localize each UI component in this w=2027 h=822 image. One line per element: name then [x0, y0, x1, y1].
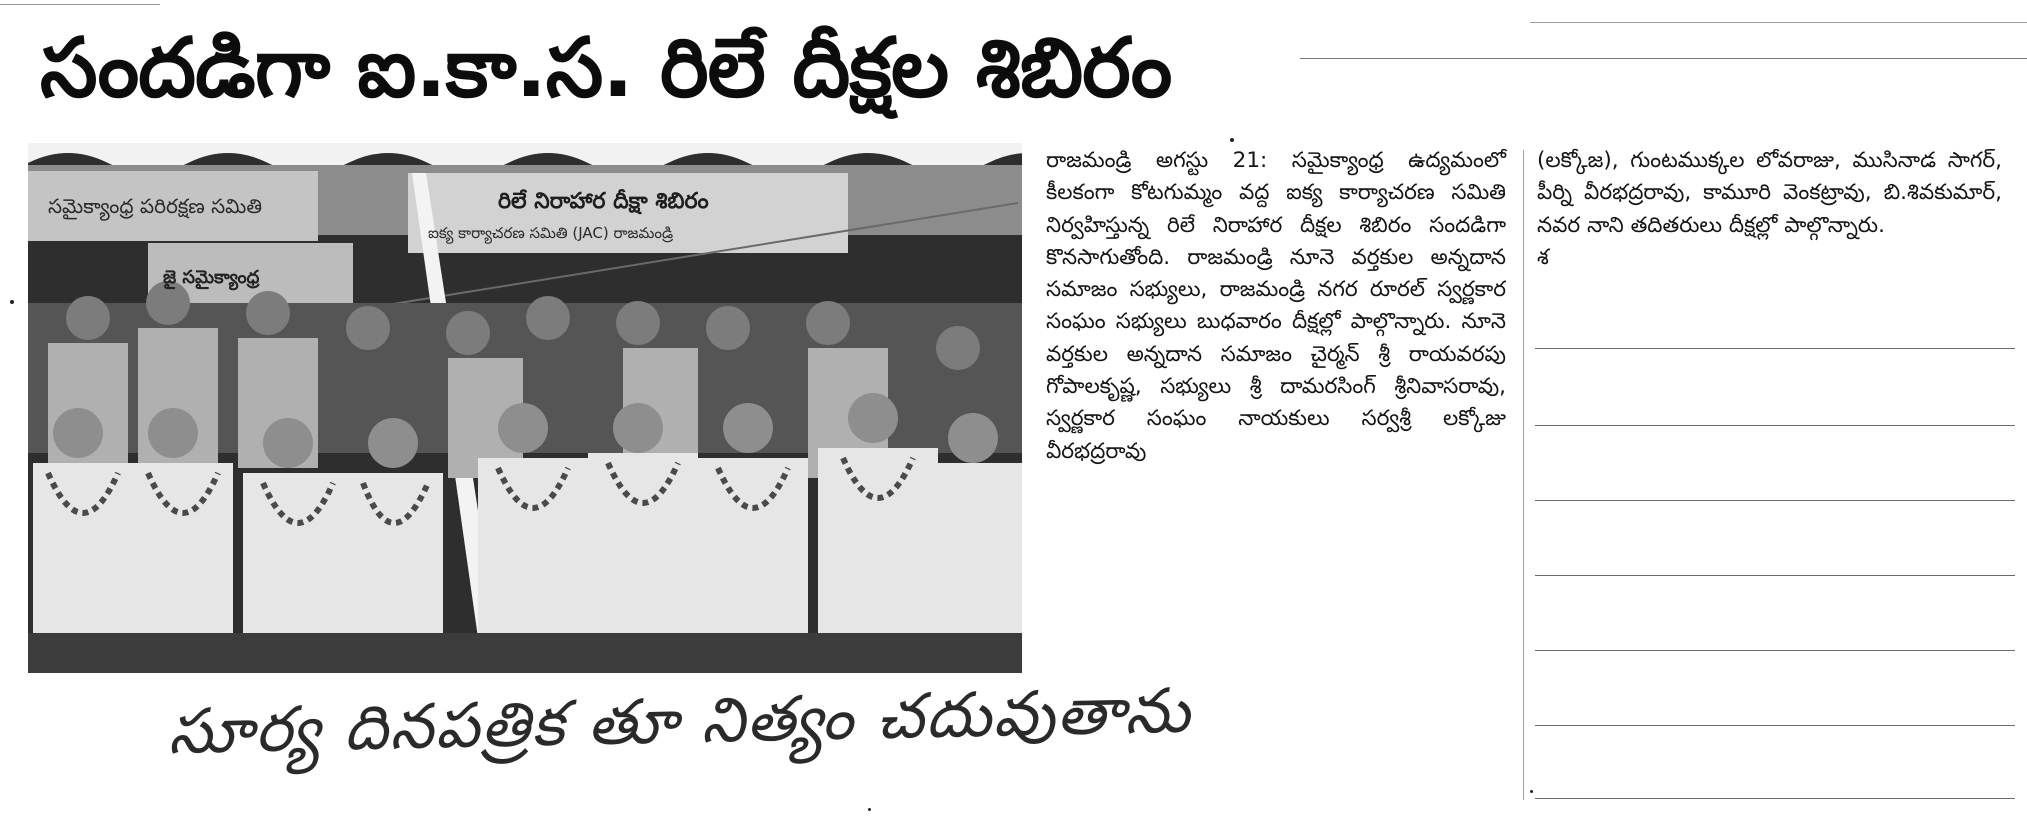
article-body-1: రాజమండ్రి అగస్టు 21: సమైక్యాంధ్ర ఉద్యమంలో కీలకంగా కోటగుమ్మం వద్ద ఐక్య కార్యాచరణ సమితి నిర్వహిస్తున్న రిలే నిరాహార దీక్షల శిబిరం సందడిగా కొనసాగుతోంది. రాజమండ్రి నూనె వర్తకుల అన్నదాన సమాజం సభ్యులు, రాజమండ్రి నగర రూరల్ స్వర్ణకార సంఘం సభ్యులు బుధవారం దీక్షల్లో పాల్గొన్నారు. నూనె వర్తకుల అన్నదాన సమాజం చైర్మన్ శ్రీ రాయవరపు గోపాలకృష్ణ, సభ్యులు శ్రీ దామరసింగ్ శ్రీనివాసరావు, స్వర్ణకార సంఘం నాయకులు సర్వశ్రీ లక్కోజు వీరభద్రరావు	[1046, 148, 1506, 464]
article-column-2	[1537, 145, 2002, 274]
blank-rule-top	[1530, 22, 2027, 23]
scan-speck	[868, 808, 871, 811]
blank-rule-3	[1535, 500, 2015, 501]
news-photo	[28, 143, 1022, 673]
article-column-1	[1046, 145, 1506, 468]
column-divider	[1523, 150, 1524, 800]
blank-rule-5	[1535, 650, 2015, 651]
photo-illustration	[28, 143, 1022, 673]
top-rule-right	[1300, 58, 2027, 59]
scan-speck	[10, 300, 14, 304]
blank-rule-7	[1535, 798, 2015, 799]
blank-rule-4	[1535, 575, 2015, 576]
blank-rule-1	[1535, 348, 2015, 349]
scan-speck	[1230, 138, 1234, 142]
banner-left-text: సమైక్యాంధ్ర పరిరక్షణ సమితి	[48, 194, 262, 218]
banner-center-subtext: ఐక్య కార్యాచరణ సమితి (JAC) రాజమండ్రి	[428, 224, 674, 242]
banner-center-text: రిలే నిరాహార దీక్షా శిబిరం	[498, 189, 709, 214]
headline: సందడిగా ఐ.కా.స. రిలే దీక్షల శిబిరం	[40, 21, 1172, 116]
article-body-2-end: శ	[1537, 244, 1549, 270]
article-body-2: (లక్కోజ), గుంటముక్కల లోవరాజు, ముసినాడ సాగర్, పీర్ని వీరభద్రరావు, కామూరి వెంకట్రావు, బి.శివకుమార్, నవర నాని తదితరులు దీక్షల్లో పాల్గొన్నారు.	[1537, 148, 2002, 238]
blank-rule-2	[1535, 425, 2015, 426]
top-rule-left	[0, 4, 160, 5]
scan-speck	[1530, 790, 1533, 793]
banner-sign-text: జై సమైక్యాంధ్ర	[163, 267, 260, 288]
blank-rule-6	[1535, 725, 2015, 726]
handwritten-note: సూర్య దినపత్రిక తూ నిత్యం చదువుతాను	[167, 673, 1193, 768]
